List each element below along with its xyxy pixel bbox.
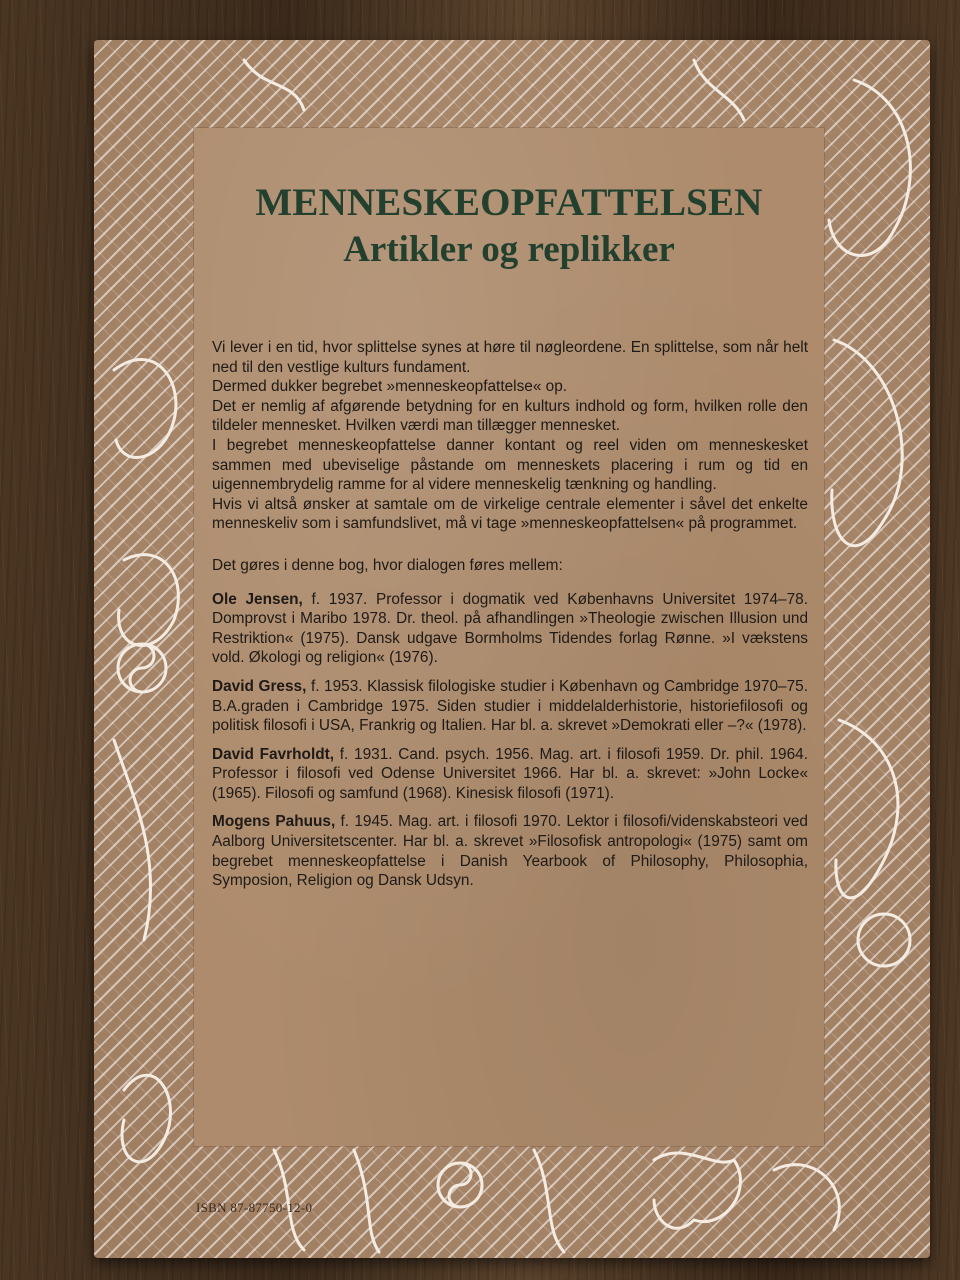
book-title: MENNESKEOPFATTELSEN bbox=[255, 181, 763, 224]
intro-paragraph: Hvis vi altså ønsker at samtale om de virkelige centrale elementer i såvel det enkelte menneskeliv som i samfundslivet, må vi tage »menneskeopfattelsen« på programmet. bbox=[212, 495, 808, 533]
description-text bbox=[212, 338, 808, 900]
top-figure-outline-2 bbox=[694, 60, 744, 120]
author-bio-text: f. 1953. Klassisk filologiske studier i København og Cambridge 1970–75. B.A.graden i Cambridge 1975. Siden studier i middelalderhistorie, historiefilosofi og politisk filosofi i USA, Frankrig og Italien. Har bl. a. skrevet »Demokrati eller –?« (1978). bbox=[212, 677, 808, 735]
right-figure-outline-2 bbox=[836, 720, 898, 898]
left-figure-outline bbox=[114, 360, 176, 458]
serpent-figure bbox=[122, 1075, 170, 1162]
top-figure-outline bbox=[244, 60, 304, 110]
intro-paragraph: Vi lever i en tid, hvor splittelse synes at høre til nøgleordene. En splittelse, som når helt ned til den vestlige kulturs fundament. bbox=[212, 339, 808, 376]
author-bio bbox=[212, 812, 808, 890]
book-subtitle: Artikler og replikker bbox=[343, 229, 675, 270]
intro-paragraph: Dermed dukker begrebet »menneskeopfattelse« op. bbox=[212, 378, 568, 396]
intro-paragraph: Det er nemlig af afgørende betydning for en kulturs indhold og form, hvilken rolle den tildeler mennesket. Hvilken værdi man tillægger mennesket. bbox=[212, 397, 808, 435]
author-name: Mogens Pahuus, bbox=[212, 813, 336, 831]
author-bio bbox=[212, 745, 808, 804]
author-bio bbox=[212, 677, 808, 736]
left-figure-outline-3 bbox=[114, 740, 151, 940]
dialogue-intro: Det gøres i denne bog, hvor dialogen føres mellem: bbox=[212, 556, 563, 574]
author-name: David Gress, bbox=[212, 677, 307, 695]
author-name: Ole Jensen, bbox=[212, 590, 303, 608]
intro-paragraph: I begrebet menneskeopfattelse danner kontant og reel viden om menneskesket sammen med ubeviselige påstande om menneskets placering i rum og tid en uigennembrydelig ramme for al videre menneskelig tænkning og handling. bbox=[212, 436, 808, 494]
text-panel bbox=[194, 128, 824, 1146]
wheel-figure bbox=[858, 914, 910, 966]
author-bio-text: f. 1945. Mag. art. i filosofi 1970. Lektor i filosofi/videnskabsteori ved Aalborg Universitetscenter. Har bl. a. skrevet »Filosofisk antropologi« (1975) samt om begrebet menneskeopfattelse i Danish Yearbook of Philosophy, Philosophia, Symposion, Religion og Dansk Udsyn. bbox=[212, 813, 808, 890]
author-name: David Favrholdt, bbox=[212, 745, 335, 763]
bottom-leg-figure-3 bbox=[534, 1150, 564, 1252]
griffin-figure bbox=[654, 1153, 740, 1228]
author-bio-text: f. 1937. Professor i dogmatik ved Københavns Universitet 1974–78. Domprovst i Maribo 1978. Dr. theol. på afhandlingen »Theologie zwischen Illusion und Restriktion« (1975). Dansk udgave Bormholms Tidendes forlag Rønne. »I vækstens vold. Økologi og religion« (1976). bbox=[212, 590, 808, 667]
author-bio bbox=[212, 590, 808, 668]
book-back-cover bbox=[94, 40, 930, 1258]
right-head-figure bbox=[829, 80, 910, 255]
author-bio-text: f. 1931. Cand. psych. 1956. Mag. art. i filosofi 1959. Dr. phil. 1964. Professor i filosofi ved Odense Universitet 1966. Har bl. a. skrevet: »John Locke« (1965). Filosofi og samfund (1968). Kinesisk filosofi (1971). bbox=[212, 745, 808, 802]
left-figure-outline-2 bbox=[119, 555, 179, 646]
bottom-leg-figure-2 bbox=[354, 1150, 379, 1252]
isbn-number: ISBN 87-87750-12-0 bbox=[196, 1200, 313, 1215]
right-figure-outline bbox=[832, 340, 902, 546]
bottom-right-figure bbox=[774, 1165, 839, 1230]
